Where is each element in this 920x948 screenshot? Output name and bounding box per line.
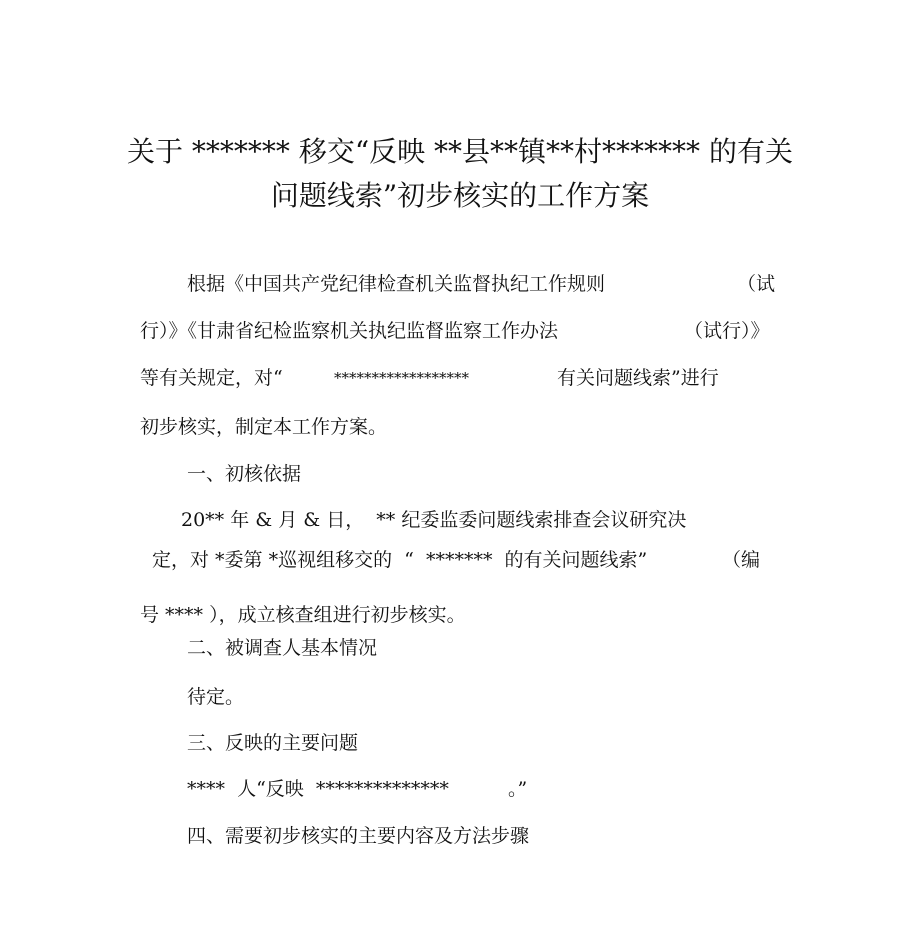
section-3-para: **** 人“反映 ************** (187, 778, 449, 800)
intro-line-4: 初步核实，制定本工作方案。 (140, 416, 388, 438)
section-1-para-line-1: 20** 年 & 月 & 日， ** 纪委监委问题线索排查会议研究决 (181, 509, 687, 531)
section-2-heading: 二、被调查人基本情况 (187, 637, 378, 659)
section-1-heading: 一、初核依据 (187, 463, 302, 485)
section-1-para-line-3: 号 **** ），成立核查组进行初步核实。 (140, 604, 466, 626)
intro-line-1b: （试 (737, 273, 776, 295)
section-1-para-line-2-end: （编 (722, 549, 761, 571)
section-1-para-line-2: 定，对 *委第 *巡视组移交的 “ ******* 的有关问题线索” (152, 549, 648, 571)
intro-line-2a: 行）》《甘肃省纪检监察机关执纪监督监察工作办法 (140, 320, 559, 342)
intro-line-2b: （试行）》 (684, 320, 770, 342)
intro-line-3b: ****************** (334, 369, 469, 387)
intro-line-1a: 根据《中国共产党纪律检查机关监督执纪工作规则 (187, 273, 606, 295)
section-3-para-end: 。” (508, 778, 528, 800)
document-title-line-1: 关于 ******* 移交“反映 **县**镇**村******* 的有关 (127, 135, 793, 168)
intro-line-3a: 等有关规定，对“ (140, 367, 283, 389)
section-4-heading: 四、需要初步核实的主要内容及方法步骤 (187, 825, 530, 847)
section-3-heading: 三、反映的主要问题 (187, 732, 359, 754)
document-title-line-2: 问题线索”初步核实的工作方案 (270, 179, 650, 212)
section-2-para: 待定。 (187, 686, 245, 708)
intro-line-3c: 有关问题线索”进行 (557, 367, 719, 389)
